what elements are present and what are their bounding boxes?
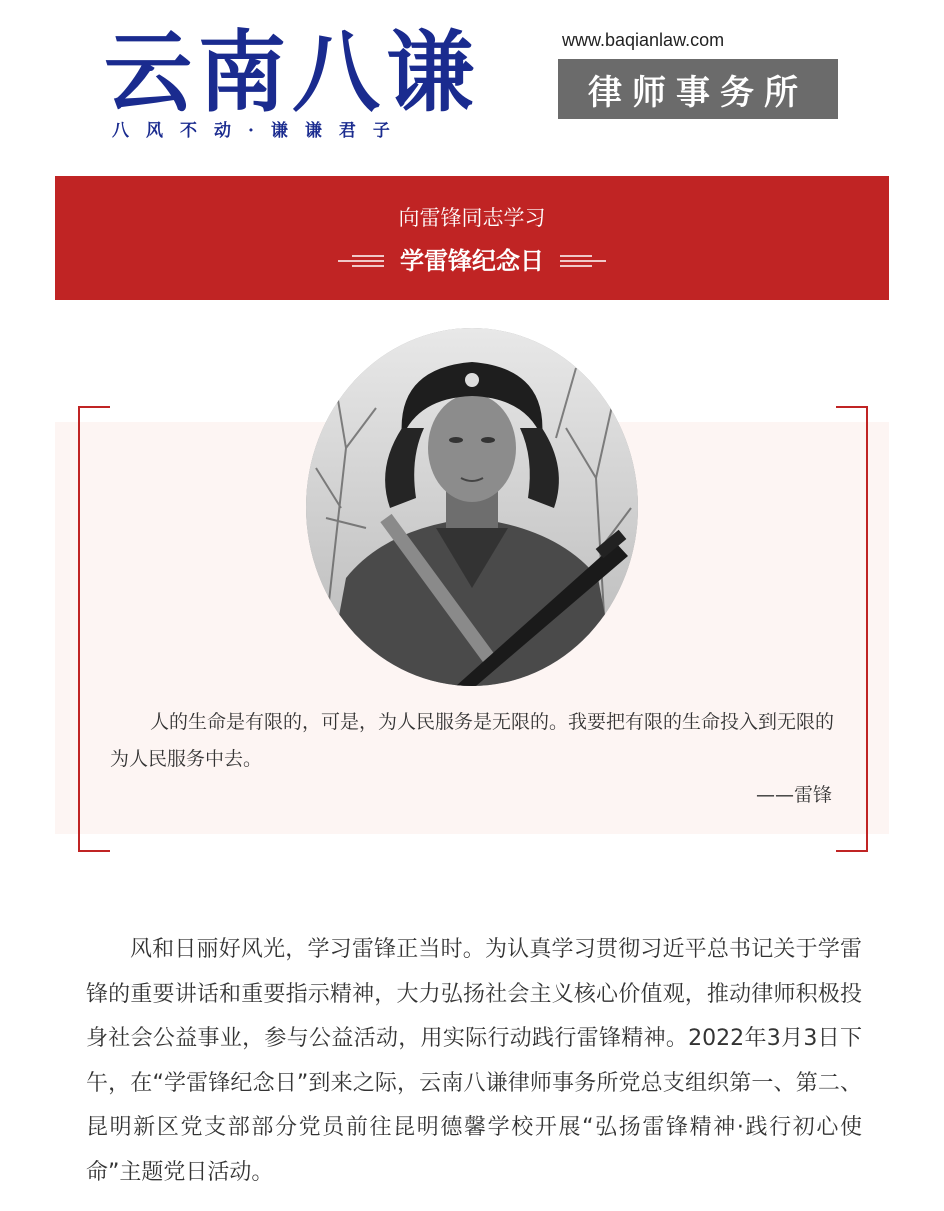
firm-type-label: 律师事务所 xyxy=(588,72,808,113)
quote-bracket-right xyxy=(836,406,868,852)
lei-feng-portrait xyxy=(306,328,638,686)
quote-bracket-left xyxy=(78,406,110,852)
title-banner xyxy=(55,176,889,300)
quote-author: ——雷锋 xyxy=(755,784,832,806)
firm-logo-text: 云南八谦 xyxy=(104,20,481,124)
quote-text: 人的生命是有限的，可是，为人民服务是无限的。我要把有限的生命投入到无限的为人民服务中去。 xyxy=(110,711,835,770)
firm-slogan: 八风不动·谦谦君子 xyxy=(112,121,407,141)
website-url[interactable]: www.baqianlaw.com xyxy=(562,30,725,50)
decorative-lines-left-icon xyxy=(338,254,384,268)
banner-title: 学雷锋纪念日 xyxy=(400,247,544,275)
article-paragraph: 风和日丽好风光，学习雷锋正当时。为认真学习贯彻习近平总书记关于学雷锋的重要讲话和重要指示精神，大力弘扬社会主义核心价值观，推动律师积极投身社会公益事业，参与公益活动，用实际行动践行雷锋精神。2022年3月3日下午，在“学雷锋纪念日”到来之际，云南八谦律师事务所党总支组织第一、第二、昆明新区党支部部分党员前往昆明德馨学校开展“弘扬雷锋精神·践行初心使命”主题党日活动。 xyxy=(86,937,862,1185)
firm-type-badge xyxy=(558,59,838,119)
decorative-lines-right-icon xyxy=(560,254,606,268)
portrait-image xyxy=(306,328,638,686)
banner-title-row xyxy=(55,244,889,278)
banner-subtitle: 向雷锋同志学习 xyxy=(398,206,546,230)
